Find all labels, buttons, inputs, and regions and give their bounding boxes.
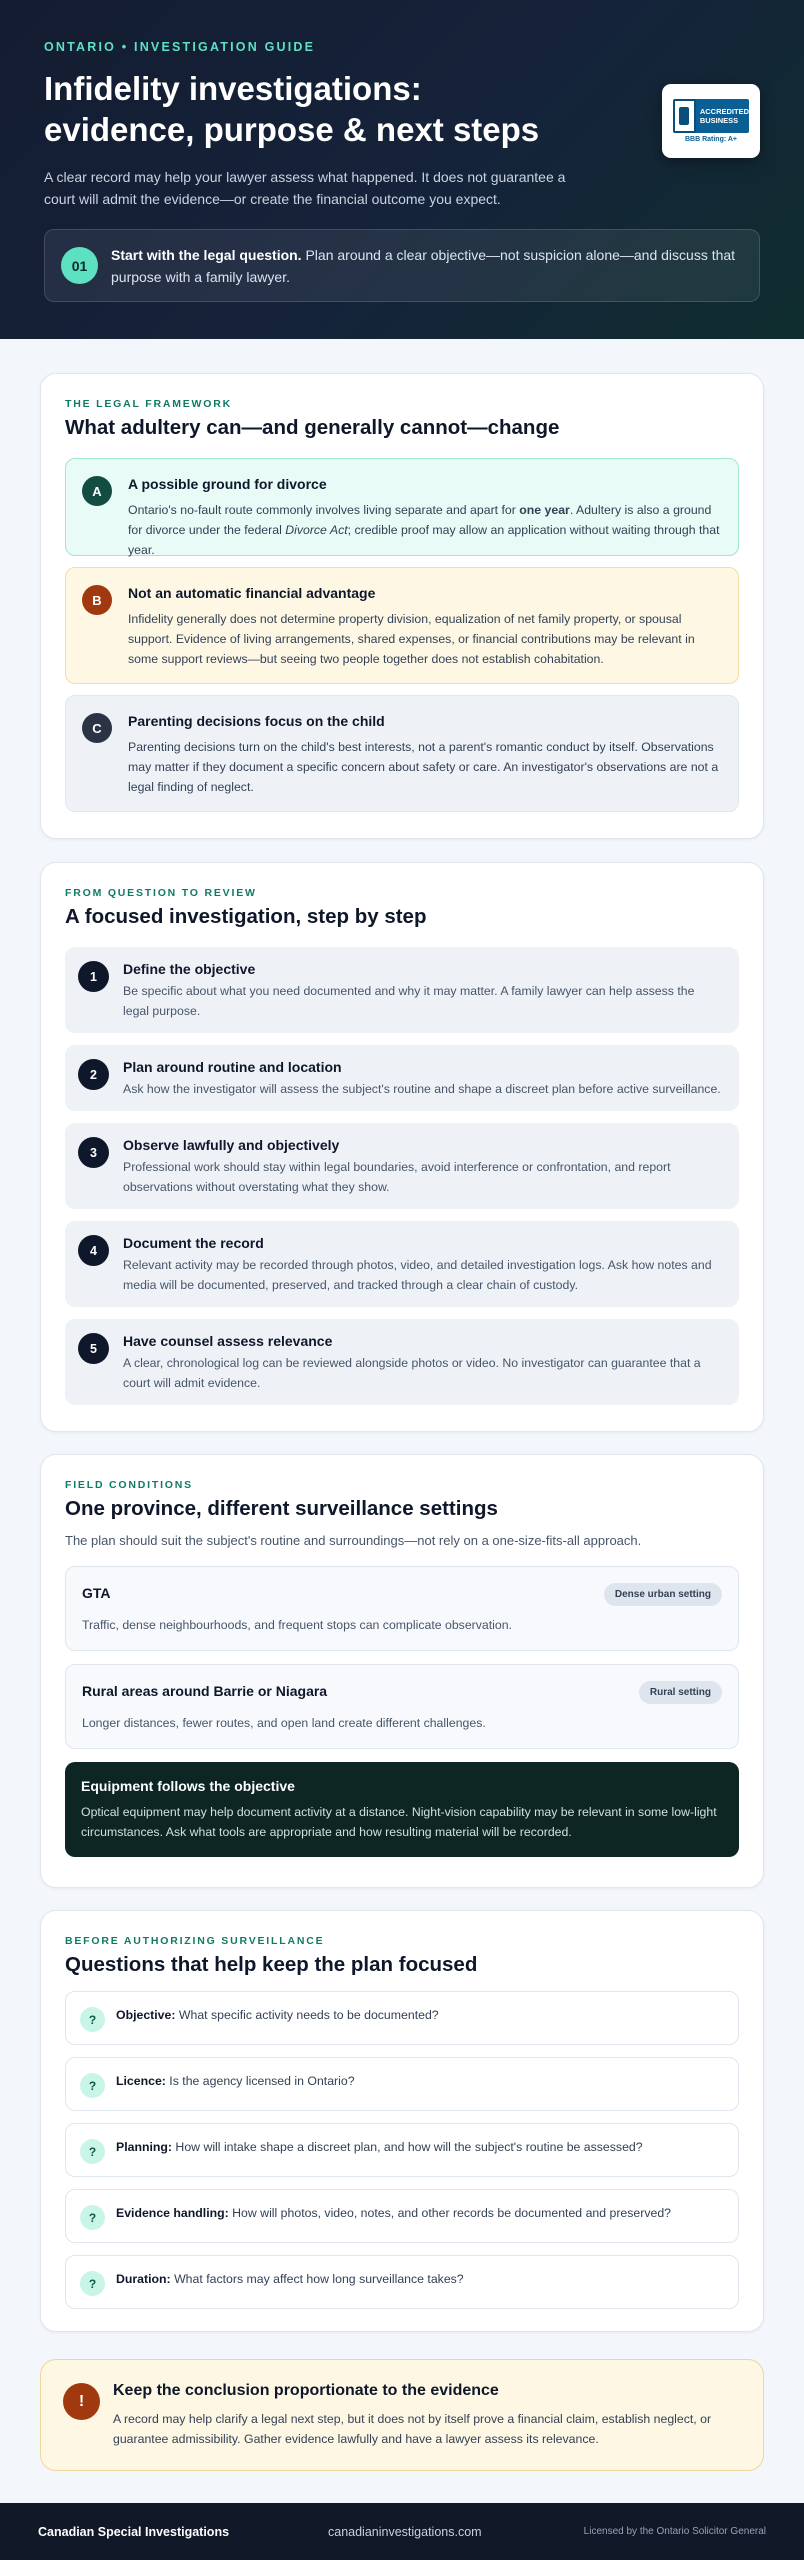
field-conditions-card: [40, 1454, 764, 1888]
bbb-accredited-text: ACCREDITED BUSINESS: [696, 99, 749, 133]
location-heading: Rural areas around Barrie or Niagara: [82, 1683, 328, 1699]
step-item: [65, 1045, 739, 1111]
question-item: [65, 2123, 739, 2177]
step-text: A clear, chronological log can be reviewed alongside photos or video. No investigator can guarantee that a court will admit evidence.: [123, 1356, 701, 1390]
legal-item-divorce-ground: [65, 458, 739, 556]
questions-title: Questions that help keep the plan focused: [65, 1953, 478, 1976]
legal-item-text: Ontario's no-fault route commonly involves living separate and apart for one year. Adultery is also a ground for divorce under the federal Divorce Act; credible proof may allow an application without waiting through that year.: [128, 503, 720, 557]
step-heading: Have counsel assess relevance: [123, 1333, 333, 1349]
legal-item-text: Infidelity generally does not determine property division, equalization of net family property, or spousal support. Evidence of living arrangements, shared expenses, or financial contributions may be relevant in some support reviews—but seeing two people together does not establish cohabitation.: [128, 612, 695, 666]
legal-item-heading: Parenting decisions focus on the child: [128, 713, 385, 729]
question-mark-icon: ?: [80, 2073, 105, 2098]
step-number: 2: [78, 1059, 109, 1090]
hero-subtitle: A clear record may help your lawyer assess what happened. It does not guarantee a court will admit the evidence—or create the financial outcome you expect.: [44, 169, 566, 207]
equipment-callout: [65, 1762, 739, 1857]
step-heading: Plan around routine and location: [123, 1059, 342, 1075]
question-text: Objective: What specific activity needs to be documented?: [116, 2008, 439, 2022]
steps-title: A focused investigation, step by step: [65, 905, 427, 928]
start-callout: [44, 229, 760, 302]
step-number: 3: [78, 1137, 109, 1168]
step-item: [65, 1221, 739, 1307]
location-text: Longer distances, fewer routes, and open land create different challenges.: [82, 1716, 486, 1730]
field-subtitle: The plan should suit the subject's routine and surroundings—not rely on a one-size-fits-all approach.: [65, 1533, 642, 1548]
step-text: Relevant activity may be recorded through photos, video, and detailed investigation logs. Ask how notes and media will be documented, preserved, and tracked through a clear chain of custody.: [123, 1258, 712, 1292]
step-text: Be specific about what you need documented and why it may matter. A family lawyer can help assess the legal purpose.: [123, 984, 695, 1018]
question-item: [65, 2057, 739, 2111]
questions-card: [40, 1910, 764, 2332]
location-setting-badge: Dense urban setting: [604, 1583, 722, 1606]
question-text: Duration: What factors may affect how long surveillance takes?: [116, 2272, 464, 2286]
steps-card: [40, 862, 764, 1432]
question-mark-icon: ?: [80, 2205, 105, 2230]
conclusion-text: A record may help clarify a legal next step, but it does not by itself prove a financial claim, establish neglect, or guarantee admissibility. Gather evidence lawfully and have a lawyer assess its relevance.: [113, 2412, 712, 2446]
step-heading: Define the objective: [123, 961, 256, 977]
step-number: 1: [78, 961, 109, 992]
step-heading: Document the record: [123, 1235, 264, 1251]
bbb-logo-icon: [673, 99, 696, 133]
location-heading: GTA: [82, 1585, 111, 1601]
question-mark-icon: ?: [80, 2139, 105, 2164]
question-text: Planning: How will intake shape a discreet plan, and how will the subject's routine be assessed?: [116, 2140, 643, 2154]
location-rural: [65, 1664, 739, 1749]
legal-item-badge: B: [82, 585, 112, 615]
footer: [0, 2503, 804, 2560]
question-mark-icon: ?: [80, 2271, 105, 2296]
hero-eyebrow: ONTARIO • INVESTIGATION GUIDE: [44, 40, 316, 54]
question-text: Licence: Is the agency licensed in Ontario?: [116, 2074, 355, 2088]
conclusion-heading: Keep the conclusion proportionate to the evidence: [113, 2382, 499, 2399]
equipment-heading: Equipment follows the objective: [81, 1778, 295, 1794]
step-text: Professional work should stay within legal boundaries, avoid interference or confrontation, and report observations without overstating what they show.: [123, 1160, 671, 1194]
question-item: [65, 1991, 739, 2045]
footer-licence: Licensed by the Ontario Solicitor General: [583, 2526, 766, 2537]
question-item: [65, 2255, 739, 2309]
footer-brand: Canadian Special Investigations: [38, 2524, 230, 2539]
field-eyebrow: FIELD CONDITIONS: [65, 1479, 193, 1491]
questions-eyebrow: BEFORE AUTHORIZING SURVEILLANCE: [65, 1935, 325, 1947]
step-item: [65, 1319, 739, 1405]
step-number: 4: [78, 1235, 109, 1266]
legal-item-badge: C: [82, 713, 112, 743]
step-number: 5: [78, 1333, 109, 1364]
legal-item-heading: Not an automatic financial advantage: [128, 585, 376, 601]
footer-website-link[interactable]: canadianinvestigations.com: [328, 2524, 482, 2539]
bbb-accreditation-badge[interactable]: [662, 84, 760, 158]
legal-item-badge: A: [82, 476, 112, 506]
conclusion-callout: [40, 2359, 764, 2471]
warning-icon: !: [63, 2383, 100, 2420]
question-text: Evidence handling: How will photos, video, notes, and other records be documented and preserved?: [116, 2206, 672, 2220]
step-text: Ask how the investigator will assess the subject's routine and shape a discreet plan before active surveillance.: [123, 1082, 721, 1096]
legal-title: What adultery can—and generally cannot—change: [65, 416, 560, 439]
start-number-badge: 01: [61, 247, 98, 284]
location-gta: [65, 1566, 739, 1651]
step-item: [65, 947, 739, 1033]
question-item: [65, 2189, 739, 2243]
location-setting-badge: Rural setting: [639, 1681, 722, 1704]
location-text: Traffic, dense neighbourhoods, and frequent stops can complicate observation.: [82, 1618, 512, 1632]
legal-framework-card: [40, 373, 764, 839]
legal-item-heading: A possible ground for divorce: [128, 476, 327, 492]
page-title: [44, 68, 604, 150]
step-item: [65, 1123, 739, 1209]
step-heading: Observe lawfully and objectively: [123, 1137, 340, 1153]
page-title-line1: Infidelity investigations:: [44, 70, 422, 107]
page-title-line2: evidence, purpose & next steps: [44, 111, 540, 148]
legal-eyebrow: THE LEGAL FRAMEWORK: [65, 398, 232, 410]
question-mark-icon: ?: [80, 2007, 105, 2032]
legal-item-financial: [65, 567, 739, 684]
steps-eyebrow: FROM QUESTION TO REVIEW: [65, 887, 257, 899]
legal-item-text: Parenting decisions turn on the child's best interests, not a parent's romantic conduct by itself. Observations may matter if they document a specific concern about safety or care. An investigator's observations are not a legal finding of neglect.: [128, 740, 719, 794]
field-title: One province, different surveillance settings: [65, 1497, 498, 1520]
start-callout-text: Start with the legal question. Plan around a clear objective—not suspicion alone—and discuss that purpose with a family lawyer.: [111, 246, 736, 285]
bbb-rating: BBB Rating: A+: [684, 136, 738, 143]
equipment-text: Optical equipment may help document activity at a distance. Night-vision capability may be relevant in some low-light circumstances. Ask what tools are appropriate and how resulting material will be recorded.: [81, 1805, 717, 1839]
hero-header: [0, 0, 804, 339]
legal-item-parenting: [65, 695, 739, 812]
